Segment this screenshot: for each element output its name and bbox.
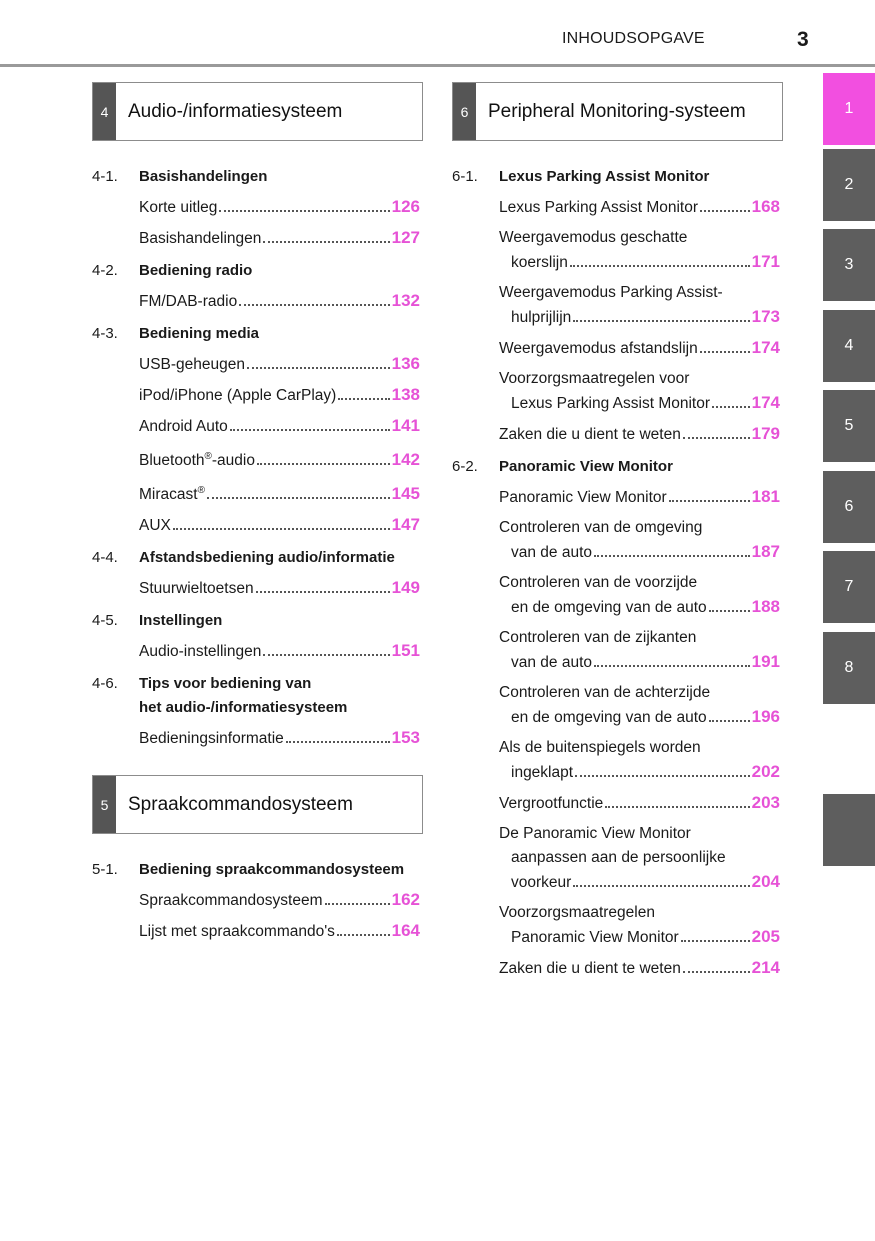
chapter-number: 4-3. [92, 325, 118, 342]
chapter-number: 4-5. [92, 612, 118, 630]
toc-entry-text: Lexus Parking Assist Monitor [511, 395, 711, 412]
toc-entry-line [499, 901, 780, 925]
toc-entry-text: FM/DAB-radio [139, 293, 238, 310]
section-number: 5 [93, 776, 116, 833]
dot-leader [669, 500, 750, 502]
toc-entry-text: AUX [139, 517, 171, 535]
toc-entry[interactable] [499, 736, 780, 785]
dot-leader [257, 463, 390, 465]
toc-entry[interactable] [139, 226, 420, 251]
page-link[interactable]: 188 [751, 597, 780, 616]
toc-entry-line [499, 925, 780, 950]
page-link[interactable]: 205 [751, 927, 780, 946]
page-link[interactable]: 138 [391, 385, 420, 404]
toc-entry-text: en de omgeving van de auto [511, 709, 707, 726]
toc-entry-line [139, 195, 420, 220]
toc-entry-text: aanpassen aan de persoonlijke [511, 849, 726, 866]
toc-entry[interactable] [139, 888, 420, 913]
chapter-number: 4-4. [92, 549, 118, 567]
toc-entry-line [499, 705, 780, 730]
chapter-tab[interactable]: 6 [823, 471, 875, 543]
toc-entry[interactable] [139, 919, 420, 944]
toc-entry-text: Bluetooth®-audio [139, 451, 255, 470]
toc-entry-text: De Panoramic View Monitor [499, 825, 691, 842]
running-header-title: INHOUDSOPGAVE [562, 30, 705, 47]
chapter-title: Bediening radio [139, 262, 253, 279]
toc-entry-text: Android Auto [139, 418, 228, 435]
toc-entry[interactable] [139, 513, 420, 538]
section-header [452, 82, 783, 141]
toc-entry-line [499, 595, 780, 620]
chapter-heading [92, 546, 423, 570]
chapter-number: 6-2. [452, 458, 478, 475]
chapter-tab[interactable]: 7 [823, 551, 875, 623]
toc-entry-line [499, 226, 780, 250]
page-link[interactable]: 173 [751, 307, 780, 326]
toc-entry[interactable] [499, 791, 780, 816]
section-header [92, 775, 423, 834]
toc-entry-text: en de omgeving van de auto [511, 599, 707, 616]
toc-entry-line [139, 289, 420, 314]
chapter-title: Basishandelingen [139, 168, 268, 185]
toc-entry[interactable] [499, 281, 780, 330]
toc-entry-line [499, 540, 780, 565]
dot-leader [683, 437, 750, 439]
toc-entry-text: Zaken die u dient te weten [499, 960, 681, 977]
page-link[interactable]: 149 [391, 578, 420, 598]
page-number: 3 [797, 28, 809, 51]
toc-entry[interactable] [499, 956, 780, 981]
chapter-title: Panoramic View Monitor [499, 458, 673, 475]
dot-leader [709, 720, 750, 722]
chapter-tab[interactable] [823, 794, 875, 866]
toc-entry-text: ingeklapt [511, 764, 574, 781]
section-title: Spraakcommandosysteem [128, 793, 353, 815]
toc-entry-line [499, 681, 780, 705]
toc-entry-line [139, 352, 420, 377]
page-link[interactable]: 171 [751, 252, 780, 271]
header-divider [0, 64, 875, 67]
section-number: 6 [453, 83, 476, 140]
toc-entry-text: Bedieningsinformatie [139, 730, 284, 748]
dot-leader [173, 528, 390, 530]
page-link[interactable]: 202 [751, 762, 780, 781]
dot-leader [605, 806, 749, 808]
toc-entry-line [499, 367, 780, 391]
toc-entry-text: Lexus Parking Assist Monitor [499, 199, 699, 216]
toc-entry-text: Controleren van de achterzijde [499, 684, 711, 701]
dot-leader [337, 934, 390, 936]
toc-entry-line [499, 736, 780, 760]
chapter-heading [452, 165, 783, 189]
toc-entry-text: Korte uitleg [139, 199, 218, 216]
toc-entry[interactable] [499, 226, 780, 275]
chapter-tab[interactable]: 2 [823, 149, 875, 221]
toc-entry-line [139, 726, 420, 751]
dot-leader [712, 406, 750, 408]
dot-leader [700, 351, 750, 353]
page-link[interactable]: 191 [751, 652, 780, 671]
toc-entry[interactable] [139, 445, 420, 473]
toc-entry[interactable] [499, 901, 780, 950]
toc-entry-text: Als de buitenspiegels worden [499, 739, 701, 756]
toc-entry-line [139, 639, 420, 664]
page-link[interactable]: 142 [391, 450, 420, 470]
toc-entry[interactable] [499, 516, 780, 565]
toc-entry-text: Panoramic View Monitor [511, 929, 679, 946]
section-number: 4 [93, 83, 116, 140]
chapter-heading [92, 259, 423, 283]
dot-leader [700, 210, 750, 212]
toc-entry-text: Controleren van de zijkanten [499, 629, 697, 646]
toc-entry[interactable] [139, 289, 420, 314]
chapter-number: 4-2. [92, 262, 118, 279]
toc-entry[interactable] [139, 383, 420, 408]
toc-entry-line [499, 195, 780, 220]
toc-entry-text: iPod/iPhone (Apple CarPlay) [139, 387, 337, 404]
toc-entry-text: Panoramic View Monitor [499, 489, 667, 506]
toc-entry-line [499, 571, 780, 595]
toc-entry[interactable] [499, 336, 780, 361]
toc-entry-line [499, 870, 780, 895]
dot-leader [286, 741, 390, 743]
toc-entry-line [499, 822, 780, 846]
toc-entry-text: koerslijn [511, 254, 568, 271]
page-link[interactable]: 181 [751, 487, 780, 506]
toc-entry-line [139, 513, 420, 538]
dot-leader [263, 654, 389, 656]
chapter-tab[interactable]: 4 [823, 310, 875, 382]
toc-entry-text: van de auto [511, 654, 593, 671]
toc-entry-text: Controleren van de voorzijde [499, 574, 698, 591]
page-link[interactable]: 196 [751, 707, 780, 726]
dot-leader [219, 210, 389, 212]
toc-entry-line [499, 956, 780, 981]
toc-entry[interactable] [499, 681, 780, 730]
dot-leader [573, 885, 749, 887]
section-title: Audio-/informatiesysteem [128, 100, 343, 122]
toc-entry[interactable] [139, 639, 420, 664]
toc-entry-line [139, 479, 420, 507]
toc-entry[interactable] [139, 352, 420, 377]
chapter-title: Lexus Parking Assist Monitor [499, 168, 710, 185]
page-link[interactable]: 145 [391, 484, 420, 504]
chapter-tab[interactable]: 1 [823, 73, 875, 145]
toc-entry[interactable] [499, 626, 780, 675]
toc-entry-text: voorkeur [511, 874, 572, 891]
chapter-heading [92, 322, 423, 346]
page-link[interactable]: 168 [751, 197, 780, 216]
toc-entry-line [139, 414, 420, 439]
toc-entry-line [139, 576, 420, 601]
toc-entry-text: Miracast® [139, 485, 205, 504]
toc-column-right [452, 82, 783, 981]
page-link[interactable]: 203 [751, 793, 780, 812]
toc-entry-line [499, 626, 780, 650]
page-link[interactable]: 174 [751, 393, 780, 412]
toc-entry-text: hulprijlijn [511, 309, 572, 326]
toc-entry-text: Vergrootfunctie [499, 795, 604, 812]
toc-entry-line [139, 383, 420, 408]
dot-leader [594, 555, 750, 557]
page-link[interactable]: 179 [751, 424, 780, 443]
page-link[interactable]: 141 [391, 416, 420, 435]
toc-entry-text: Audio-instellingen [139, 643, 262, 661]
toc-entry-text: van de auto [511, 544, 593, 561]
toc-entry-line [499, 305, 780, 330]
toc-entry-line [499, 791, 780, 816]
toc-entry[interactable] [139, 726, 420, 751]
toc-entry-text: Lijst met spraakcommando's [139, 923, 335, 941]
registered-mark: ® [204, 451, 212, 462]
toc-entry-text: Voorzorgsmaatregelen voor [499, 370, 690, 387]
toc-entry[interactable] [499, 571, 780, 620]
toc-entry-text: Spraakcommandosysteem [139, 892, 323, 910]
toc-entry-line [499, 336, 780, 361]
page-link[interactable]: 132 [391, 291, 420, 310]
chapter-title: Bediening media [139, 325, 260, 342]
chapter-heading [452, 455, 783, 479]
dot-leader [683, 971, 750, 973]
toc-entry-text: Basishandelingen [139, 230, 262, 247]
dot-leader [570, 265, 750, 267]
chapter-title: Tips voor bediening van het audio-/informatiesysteem [139, 675, 348, 717]
dot-leader [247, 367, 390, 369]
section-header [92, 82, 423, 141]
toc-entry-text: Zaken die u dient te weten [499, 426, 681, 443]
toc-entry[interactable] [139, 414, 420, 439]
chapter-heading [92, 672, 423, 720]
page-link[interactable]: 204 [751, 872, 780, 891]
dot-leader [575, 775, 750, 777]
chapter-number: 4-6. [92, 675, 118, 693]
toc-entry[interactable] [499, 367, 780, 416]
dot-leader [594, 665, 750, 667]
toc-entry-text: USB-geheugen [139, 356, 245, 373]
page-link[interactable]: 162 [391, 890, 420, 910]
toc-entry-line [139, 445, 420, 473]
toc-entry-line [499, 422, 780, 447]
toc-column-left [92, 82, 423, 944]
chapter-tab[interactable]: 5 [823, 390, 875, 462]
dot-leader [573, 320, 749, 322]
toc-entry-line [499, 281, 780, 305]
chapter-number: 5-1. [92, 861, 118, 879]
toc-entry-line [139, 919, 420, 944]
chapter-number: 6-1. [452, 168, 478, 185]
toc-entry[interactable] [139, 479, 420, 507]
dot-leader [256, 591, 390, 593]
toc-entry-line [499, 760, 780, 785]
toc-entry-line [499, 485, 780, 510]
page-link[interactable]: 164 [391, 921, 420, 941]
section-title: Peripheral Monitoring-systeem [488, 100, 746, 122]
dot-leader [239, 304, 389, 306]
toc-entry-line [499, 846, 780, 870]
toc-entry-line [499, 516, 780, 540]
page-link[interactable]: 126 [391, 197, 420, 216]
page-link[interactable]: 174 [751, 338, 780, 357]
toc-entry-line [499, 250, 780, 275]
dot-leader [681, 940, 750, 942]
chapter-number: 4-1. [92, 168, 118, 185]
chapter-title: Afstandsbediening audio/informatie [139, 549, 395, 567]
toc-entry-text: Stuurwieltoetsen [139, 580, 254, 598]
toc-entry[interactable] [499, 422, 780, 447]
toc-entry-text: Weergavemodus geschatte [499, 229, 688, 246]
toc-entry[interactable] [139, 576, 420, 601]
chapter-title: Instellingen [139, 612, 223, 630]
dot-leader [709, 610, 750, 612]
dot-leader [207, 497, 390, 499]
toc-entry-line [499, 391, 780, 416]
toc-entry-text: Controleren van de omgeving [499, 519, 703, 536]
toc-entry-line [139, 226, 420, 251]
chapter-heading [92, 858, 423, 882]
dot-leader [263, 241, 389, 243]
toc-entry-line [499, 650, 780, 675]
toc-entry[interactable] [499, 485, 780, 510]
registered-mark: ® [197, 485, 205, 497]
toc-entry-line [139, 888, 420, 913]
chapter-tab[interactable]: 3 [823, 229, 875, 301]
page-link[interactable]: 127 [391, 228, 420, 247]
toc-entry[interactable] [499, 822, 780, 895]
toc-entry[interactable] [139, 195, 420, 220]
page-link[interactable]: 153 [391, 728, 420, 748]
chapter-heading [92, 165, 423, 189]
dot-leader [338, 398, 389, 400]
toc-entry-text: Weergavemodus afstandslijn [499, 340, 698, 357]
page-link[interactable]: 187 [751, 542, 780, 561]
toc-entry-text: Voorzorgsmaatregelen [499, 904, 655, 921]
page-link[interactable]: 147 [391, 515, 420, 535]
chapter-heading [92, 609, 423, 633]
toc-entry-text: Weergavemodus Parking Assist- [499, 284, 723, 301]
page-link[interactable]: 136 [391, 354, 420, 373]
dot-leader [230, 429, 390, 431]
toc-entry[interactable] [499, 195, 780, 220]
chapter-tab[interactable]: 8 [823, 632, 875, 704]
chapter-title: Bediening spraakcommandosysteem [139, 861, 405, 879]
dot-leader [325, 903, 390, 905]
page-link[interactable]: 214 [751, 958, 780, 977]
page-link[interactable]: 151 [391, 641, 420, 661]
